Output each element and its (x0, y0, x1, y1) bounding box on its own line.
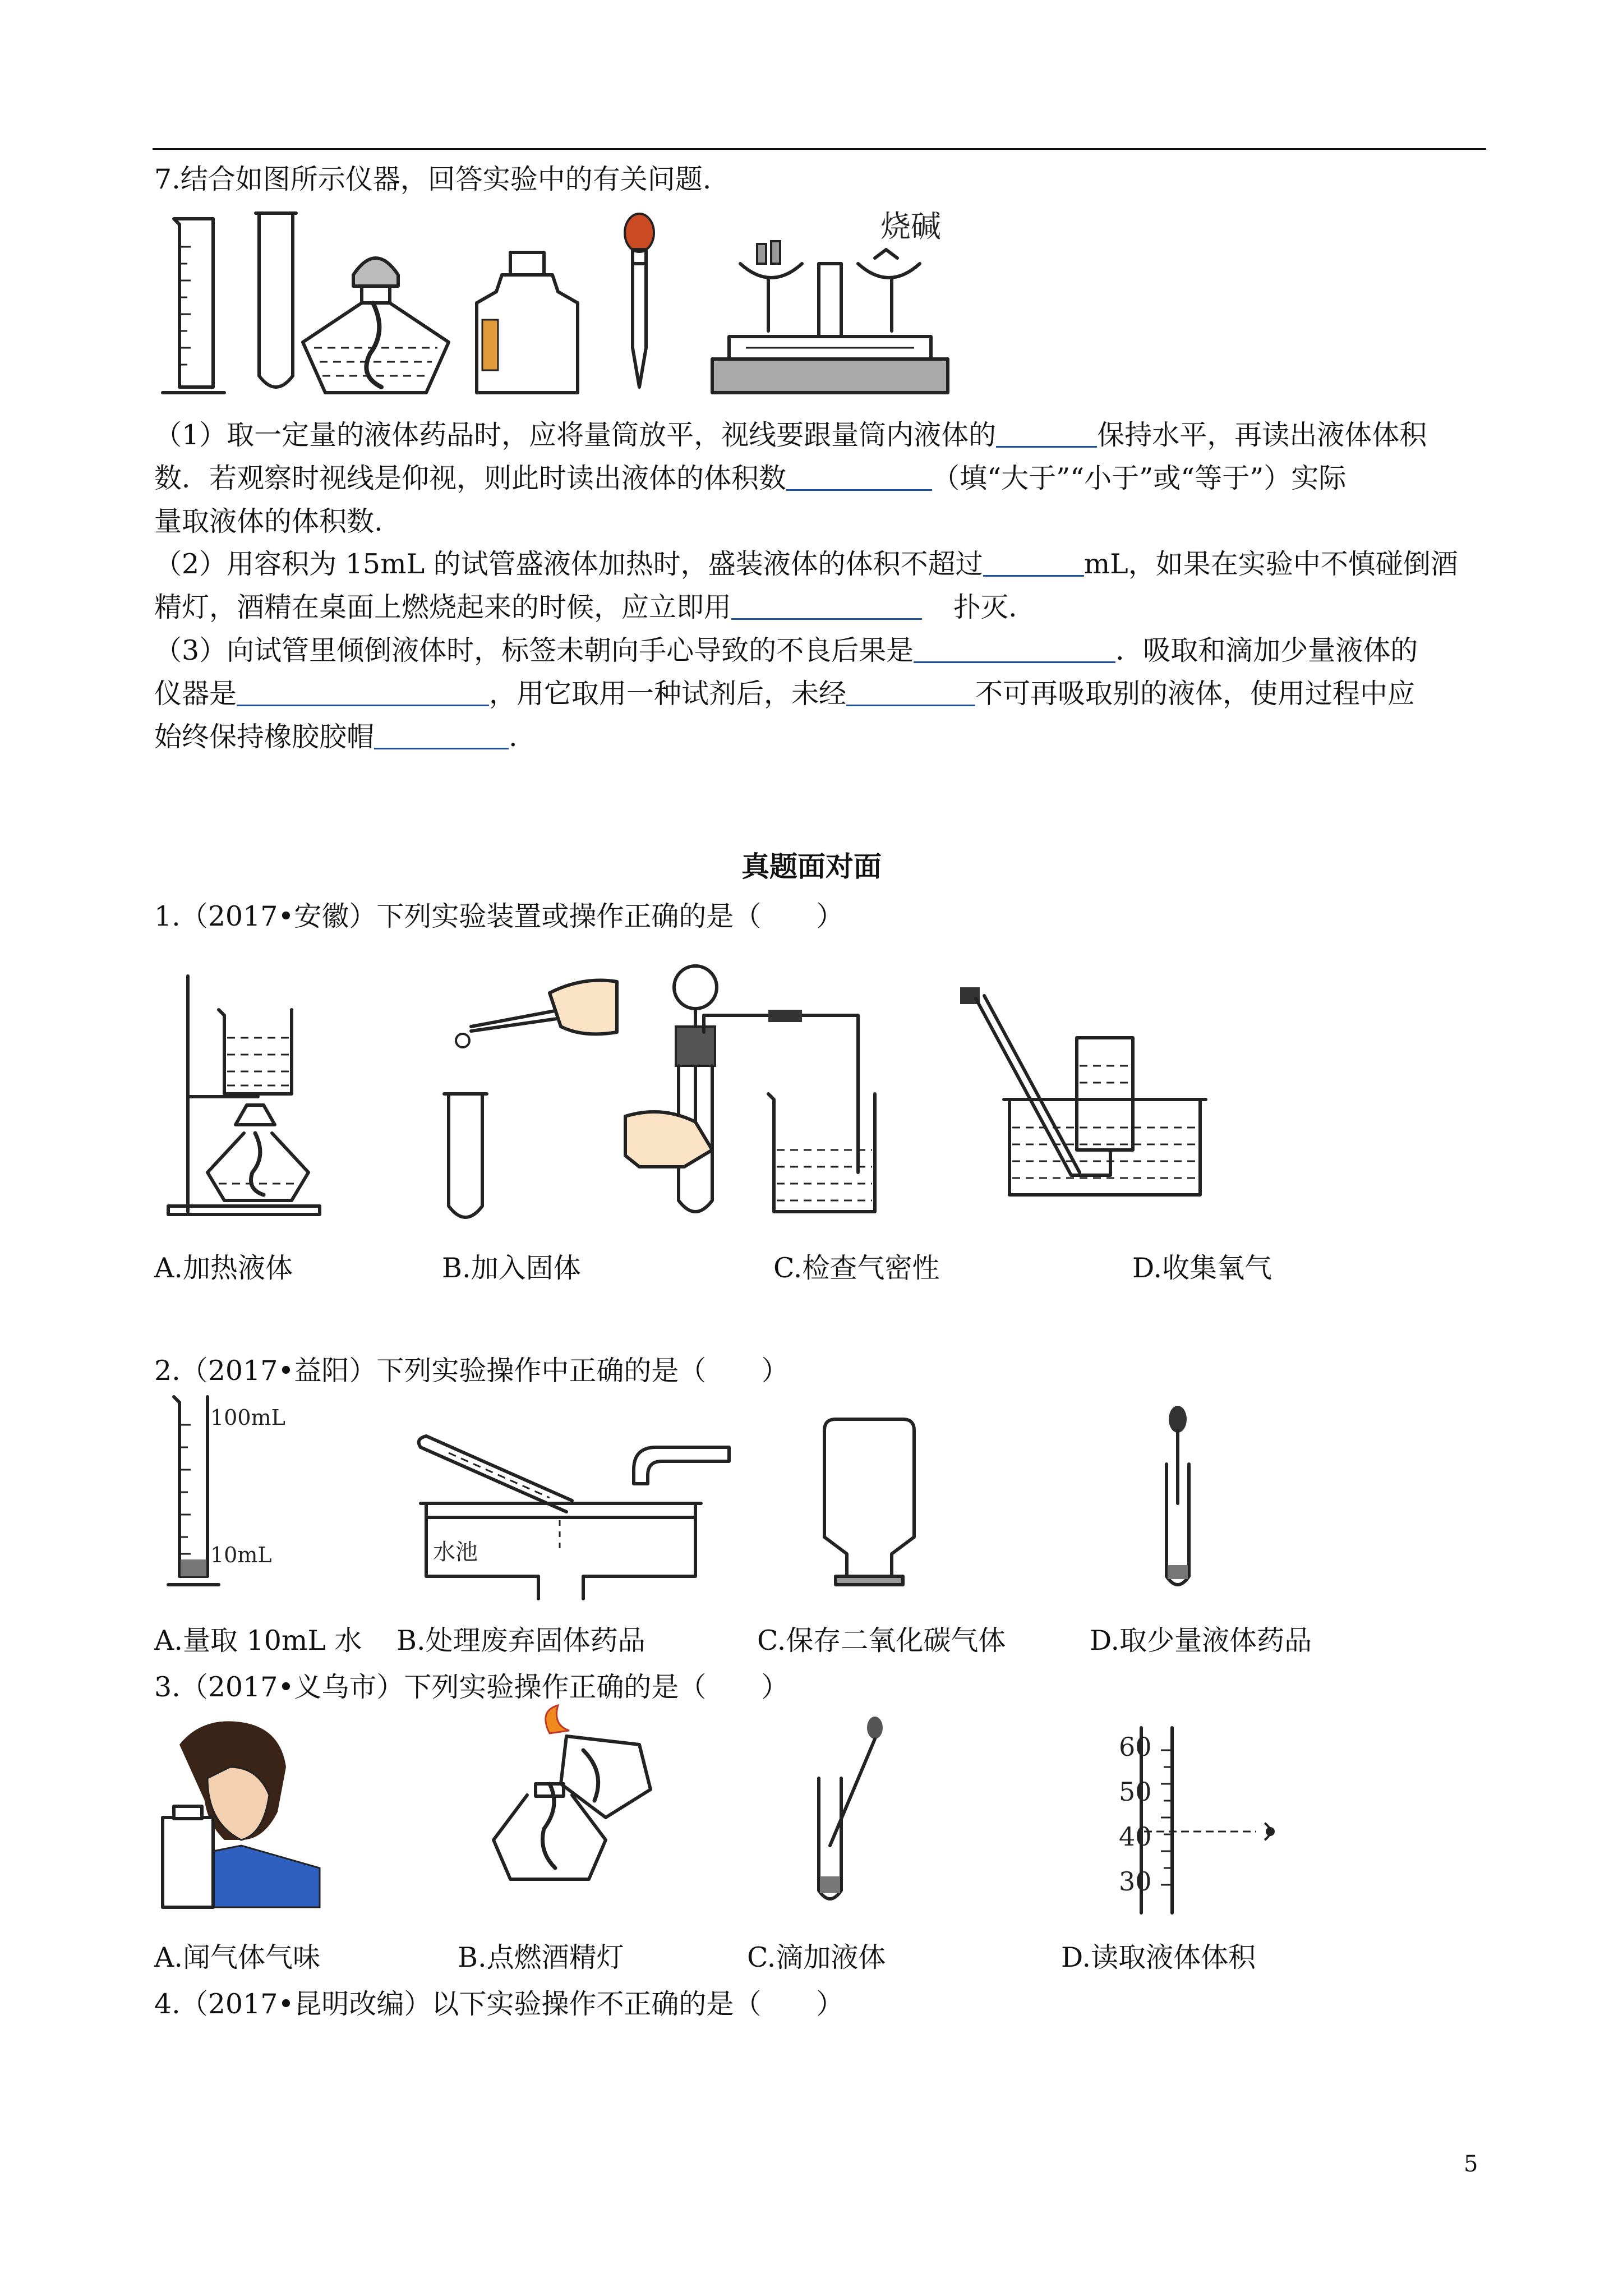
answer-blank[interactable] (914, 633, 1115, 663)
q7-title: 7.结合如图所示仪器，回答实验中的有关问题. (154, 163, 712, 195)
q1-option-b: B.加入固体 (442, 1252, 581, 1284)
sink-label: 水池 (433, 1539, 478, 1565)
answer-blank[interactable] (237, 677, 489, 706)
tick-30: 30 (1119, 1866, 1152, 1897)
q2-option-a: A.量取 10mL 水 (154, 1625, 362, 1657)
cylinder-label-100ml: 100mL (210, 1405, 285, 1430)
q3-figure (157, 1711, 1335, 1924)
q1-stem: 1.（2017•安徽）下列实验装置或操作正确的是（ ） (154, 900, 844, 932)
answer-blank[interactable] (983, 547, 1084, 577)
answer-blank[interactable] (786, 461, 932, 491)
balance-icon (712, 241, 948, 393)
text-segment: mL，如果在实验中不慎碰倒酒 (1083, 548, 1458, 580)
text-segment: （1）取一定量的液体药品时，应将量筒放平，视线要跟量筒内液体的 (154, 419, 997, 451)
q1-option-d: D.收集氧气 (1132, 1252, 1272, 1284)
q7-part1-line2 (154, 457, 1346, 500)
cylinder-reading-icon (1141, 1728, 1275, 1913)
text-segment: （填“大于”“小于”或“等于”）实际 (932, 462, 1347, 494)
iron-stand-heating-icon (168, 976, 320, 1214)
header-rule (153, 148, 1486, 150)
inverted-gas-bottle-icon (824, 1419, 914, 1585)
tweezers-adding-solid-icon (444, 981, 617, 1218)
q3-option-d: D.读取液体体积 (1061, 1941, 1256, 1973)
dropper-in-tube-icon (819, 1717, 883, 1899)
sink-pouring-icon (419, 1436, 729, 1599)
oxygen-collection-icon (960, 987, 1206, 1195)
text-segment: ，用它取用一种试剂后，未经 (489, 678, 847, 710)
q3-option-b: B.点燃酒精灯 (458, 1941, 624, 1973)
balance-label: 烧碱 (880, 209, 941, 244)
answer-blank[interactable] (374, 720, 509, 749)
q7-part1-line1 (154, 414, 1427, 457)
q2-figure (157, 1391, 1335, 1599)
graduated-cylinder-icon (163, 219, 224, 393)
q7-part3-line3 (154, 716, 518, 758)
tick-60: 60 (1119, 1732, 1152, 1762)
text-segment: （3）向试管里倾倒液体时，标签未朝向手心导致的不良后果是 (154, 634, 914, 666)
text-segment: 保持水平，再读出液体体积 (1097, 419, 1427, 451)
q1-option-a: A.加热液体 (154, 1252, 293, 1284)
q2-option-d: D.取少量液体药品 (1090, 1625, 1312, 1657)
answer-blank[interactable] (996, 418, 1097, 448)
q2-option-b: B.处理废弃固体药品 (396, 1625, 645, 1657)
reagent-bottle-icon (477, 252, 578, 393)
q7-apparatus-figure (151, 208, 1497, 404)
cylinder-label-10ml: 10mL (210, 1543, 272, 1567)
q1-option-c: C.检查气密性 (773, 1252, 940, 1284)
q7-part1-line3: 量取液体的体积数. (154, 505, 383, 537)
q4-stem: 4.（2017•昆明改编）以下实验操作不正确的是（ ） (154, 1988, 844, 2020)
text-segment: 精灯，酒精在桌面上燃烧起来的时候，应立即用 (154, 591, 732, 623)
text-segment: . (509, 721, 518, 753)
text-segment: 扑灭. (953, 591, 1017, 623)
text-segment: （2）用容积为 15mL 的试管盛液体加热时，盛装液体的体积不超过 (154, 548, 983, 580)
text-segment: 数．若观察时视线是仰视，则此时读出液体的体积数 (154, 462, 787, 494)
airtightness-check-icon (625, 966, 875, 1212)
page-number: 5 (1464, 2151, 1478, 2177)
text-segment: ．吸取和滴加少量液体的 (1115, 634, 1418, 666)
q7-part2-line2 (154, 586, 1017, 629)
text-segment: 始终保持橡胶胶帽 (154, 721, 375, 753)
q3-option-c: C.滴加液体 (747, 1941, 886, 1973)
section-title: 真题面对面 (741, 850, 882, 883)
q1-figure (157, 965, 1335, 1223)
answer-blank[interactable] (731, 590, 922, 620)
text-segment: 仪器是 (154, 678, 237, 710)
q2-option-c: C.保存二氧化碳气体 (757, 1625, 1006, 1657)
text-segment: 不可再吸取别的液体，使用过程中应 (975, 678, 1415, 710)
q7-part3-line1 (154, 629, 1418, 672)
alcohol-lamp-icon (303, 258, 449, 393)
q2-stem: 2.（2017•益阳）下列实验操作中正确的是（ ） (154, 1355, 789, 1387)
q7-part3-line2 (154, 673, 1415, 715)
answer-blank[interactable] (846, 677, 975, 706)
tick-40: 40 (1119, 1821, 1152, 1852)
tick-50: 50 (1119, 1777, 1152, 1807)
dropper-icon (625, 214, 654, 387)
dropper-test-tube-icon (1166, 1406, 1189, 1585)
q3-stem: 3.（2017•义乌市）下列实验操作正确的是（ ） (154, 1671, 789, 1703)
lamp-lighting-icon (494, 1705, 651, 1879)
test-tube-icon (256, 213, 296, 387)
person-smelling-icon (163, 1721, 320, 1907)
q3-option-a: A.闻气体气味 (154, 1941, 320, 1973)
q7-part2-line1 (154, 543, 1458, 586)
